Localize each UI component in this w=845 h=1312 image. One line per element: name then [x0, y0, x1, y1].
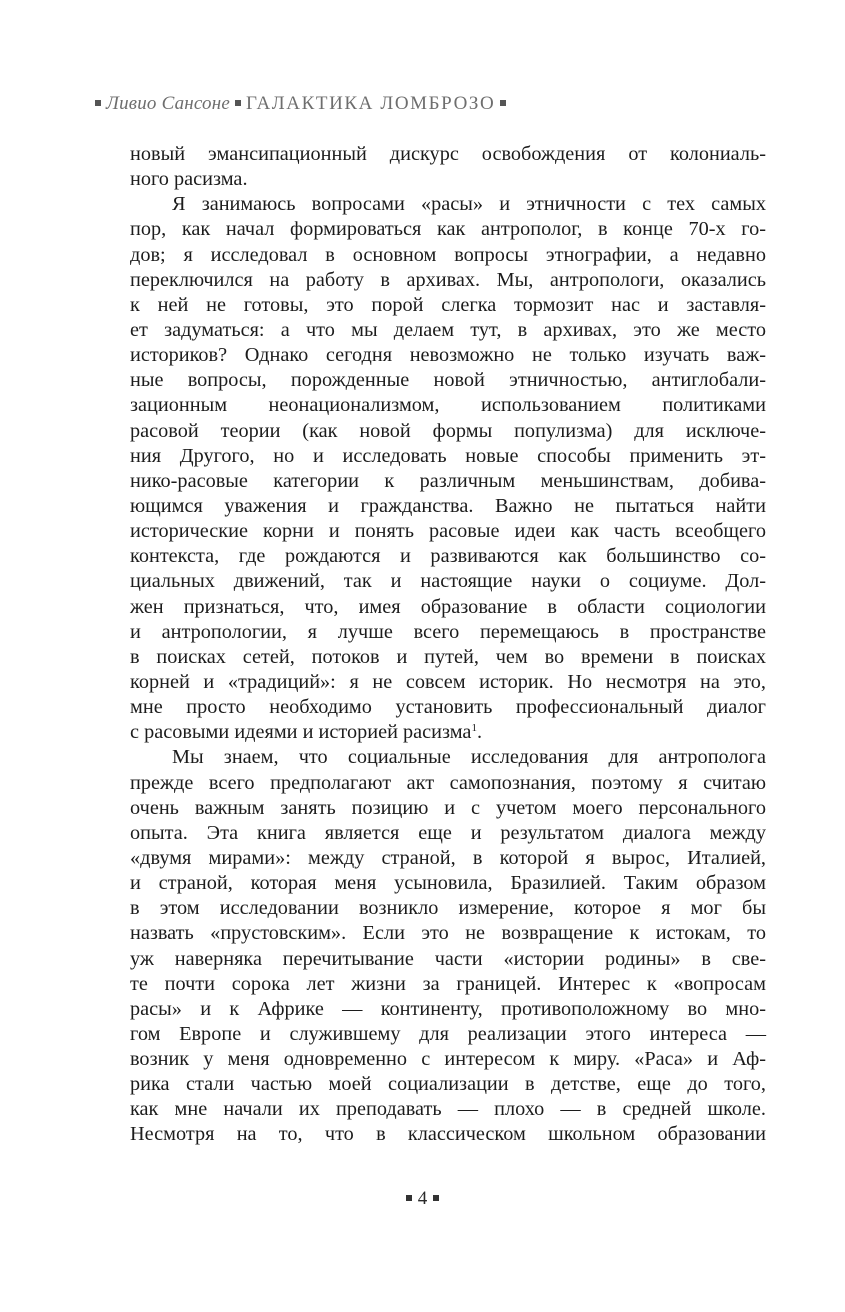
text-line [130, 720, 766, 745]
text-line: новый эмансипационный дискурс освобождения от колониаль- [130, 143, 766, 165]
running-head [95, 93, 511, 115]
text-line: «двумя мирами»: между страной, в которой я вырос, Италией, [130, 846, 766, 869]
page-number-footer [0, 1188, 845, 1210]
text-line-content: с расовыми идеями и историей расизма [130, 721, 472, 744]
bullet-square-icon [235, 100, 241, 106]
paragraph [130, 745, 766, 1147]
text-line: дов; я исследовал в основном вопросы этнографии, а недавно [130, 243, 766, 266]
text-line: циальных движений, так и настоящие науки о социуме. Дол- [130, 570, 766, 593]
text-line: Мы знаем, что социальные исследования для антрополога [172, 746, 766, 769]
text-line: к ней не готовы, это порой слегка тормозит нас и заставля- [130, 293, 766, 316]
text-line: уж наверняка перечитывание части «истории родины» в све- [130, 947, 766, 970]
text-line: контекста, где рождаются и развиваются как большинство со- [130, 545, 766, 568]
text-line: ные вопросы, порожденные новой этничностью, антиглобали- [130, 369, 766, 392]
bullet-square-icon [433, 1195, 439, 1201]
text-line: корней и «традиций»: я не совсем историк. Но несмотря на это, [130, 670, 766, 693]
text-line: в поисках сетей, потоков и путей, чем во времени в поисках [130, 645, 766, 668]
text-line: те почти сорока лет жизни за границей. Интерес к «вопросам [130, 972, 766, 995]
text-line: назвать «прустовским». Если это не возвращение к истокам, то [130, 922, 766, 945]
bullet-square-icon [406, 1195, 412, 1201]
footnote-reference[interactable]: 1 [471, 722, 477, 735]
text-line: и страной, которая меня усыновила, Бразилией. Таким образом [130, 872, 766, 895]
running-head-title: ГАЛАКТИКА ЛОМБРОЗО [245, 93, 496, 114]
text-line: как мне начали их преподавать — плохо — в средней школе. [130, 1098, 766, 1121]
text-line: зационным неонационализмом, использованием политиками [130, 394, 766, 417]
running-head-author: Ливио Сансоне [106, 93, 231, 114]
text-line: опыта. Эта книга является еще и результатом диалога между [130, 821, 766, 844]
text-line: жен признаться, что, имея образование в области социологии [130, 595, 766, 618]
text-line: ющимся уважения и гражданства. Важно не пытаться найти [130, 494, 766, 517]
text-line: исторические корни и понять расовые идеи как часть всеобщего [130, 520, 766, 543]
text-line: в этом исследовании возникло измерение, которое я мог бы [130, 897, 766, 920]
text-line: возник у меня одновременно с интересом к миру. «Раса» и Аф- [130, 1048, 766, 1071]
text-line: расовой теории (как новой формы популизма) для исключе- [130, 419, 766, 442]
text-line: очень важным занять позицию и с учетом моего персонального [130, 796, 766, 819]
text-line: гом Европе и служившему для реализации этого интереса — [130, 1022, 766, 1045]
text-line: историков? Однако сегодня невозможно не только изучать важ- [130, 344, 766, 367]
text-line: Я занимаюсь вопросами «расы» и этничности с тех самых [172, 193, 766, 216]
text-line-punctuation: . [476, 721, 483, 744]
text-line: расы» и к Африке — континенту, противоположному во мно- [130, 997, 766, 1020]
page-number: 4 [417, 1188, 428, 1209]
text-line: мне просто необходимо установить профессиональный диалог [130, 696, 766, 719]
body-text [130, 142, 766, 1148]
text-line: Несмотря на то, что в классическом школьном образовании [130, 1123, 766, 1146]
text-line: нико-расовые категории к различным меньшинствам, добива- [130, 469, 766, 492]
text-line: и антропологии, я лучше всего перемещаюсь в пространстве [130, 620, 766, 643]
bullet-square-icon [500, 100, 506, 106]
text-line: ет задуматься: а что мы делаем тут, в архивах, это же место [130, 318, 766, 341]
text-line: переключился на работу в архивах. Мы, антропологи, оказались [130, 268, 766, 291]
text-line: ного расизма. [130, 168, 248, 191]
text-line: пор, как начал формироваться как антрополог, в конце 70-х го- [130, 218, 766, 241]
text-line: рика стали частью моей социализации в детстве, еще до того, [130, 1073, 766, 1096]
text-line: ния Другого, но и исследовать новые способы применить эт- [130, 444, 766, 467]
text-line: прежде всего предполагают акт самопознания, поэтому я считаю [130, 771, 766, 794]
paragraph [130, 142, 766, 192]
paragraph [130, 192, 766, 745]
bullet-square-icon [95, 100, 101, 106]
